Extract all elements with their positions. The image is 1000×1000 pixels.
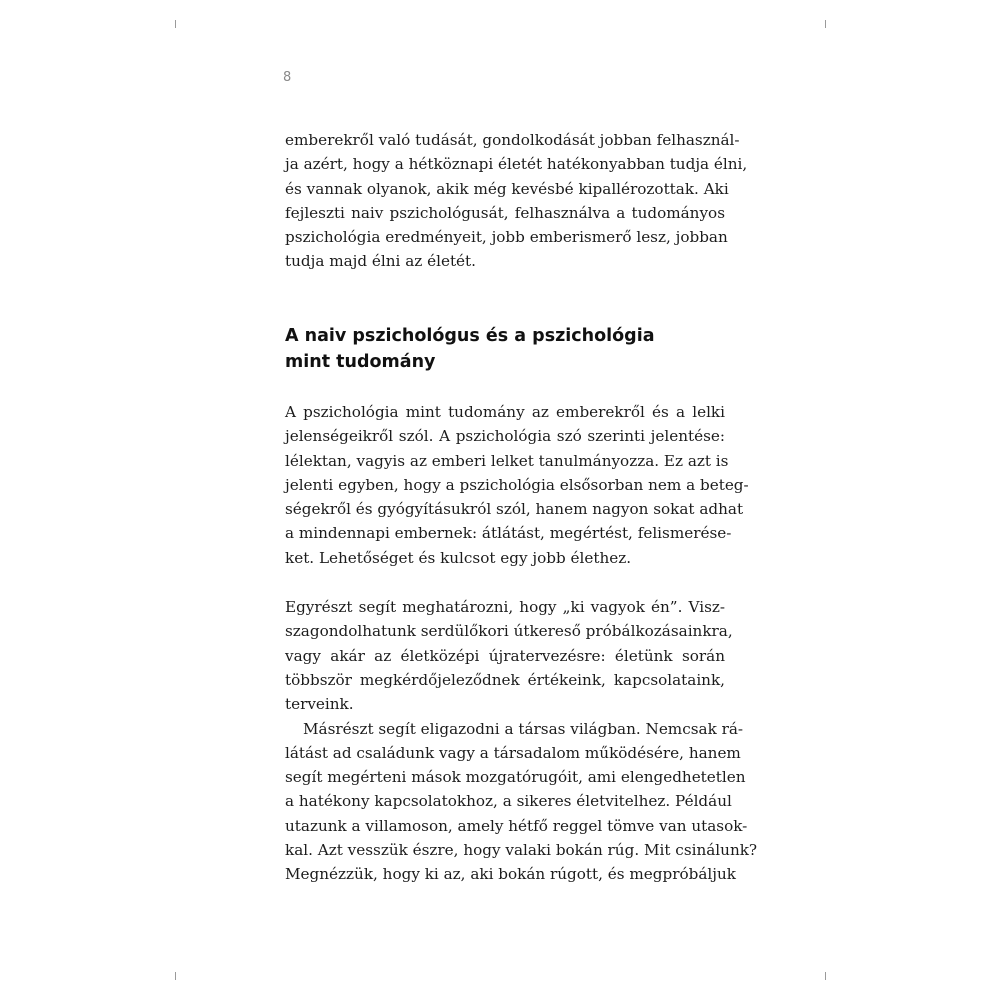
page-number: 8 xyxy=(283,70,292,85)
text-line: kal. Azt vesszük észre, hogy valaki bokán rúg. Mit csinálunk? xyxy=(285,840,758,859)
paragraph-2 xyxy=(285,595,733,716)
crop-mark-top-left xyxy=(175,20,176,28)
text-line: pszichológia eredményeit, jobb emberismerő lesz, jobban xyxy=(285,228,728,247)
crop-mark-top-right xyxy=(825,20,826,28)
text-line: látást ad családunk vagy a társadalom működésére, hanem xyxy=(285,743,741,762)
text-line: tudja majd élni az életét. xyxy=(285,252,476,271)
text-line: vagy akár az életközépi újratervezésre: életünk során xyxy=(285,646,725,665)
text-line: ségekről és gyógyításukról szól, hanem nagyon sokat adhat xyxy=(285,500,744,519)
text-line: utazunk a villamoson, amely hétfő reggel tömve van utasok- xyxy=(285,816,748,835)
text-line: Másrészt segít eligazodni a társas világban. Nemcsak rá- xyxy=(303,719,744,738)
text-line: és vannak olyanok, akik még kevésbé kipallérozottak. Aki xyxy=(285,179,729,198)
text-line: segít megérteni mások mozgatórugóit, ami elengedhetetlen xyxy=(285,768,746,787)
section-heading-line: A naiv pszichológus és a pszichológia xyxy=(285,326,655,346)
section-heading xyxy=(285,323,725,375)
text-line: fejleszti naiv pszichológusát, felhasználva a tudományos xyxy=(285,203,725,222)
section-heading-line: mint tudomány xyxy=(285,352,436,372)
text-line: Egyrészt segít meghatározni, hogy „ki vagyok én”. Visz- xyxy=(285,598,725,616)
text-line: a hatékony kapcsolatokhoz, a sikeres életvitelhez. Például xyxy=(285,792,732,811)
text-line: többször megkérdőjeleződnek értékeink, kapcsolataink, xyxy=(285,670,725,689)
text-line: emberekről való tudását, gondolkodását jobban felhasznál- xyxy=(285,131,740,149)
text-line: Megnézzük, hogy ki az, aki bokán rúgott, és megpróbáljuk xyxy=(285,865,736,884)
text-line: ja azért, hogy a hétköznapi életét hatékonyabban tudja élni, xyxy=(285,155,748,174)
text-line: lélektan, vagyis az emberi lelket tanulmányozza. Ez azt is xyxy=(285,451,729,470)
text-line: a mindennapi embernek: átlátást, megértést, felismerése- xyxy=(285,524,732,543)
text-line: terveink. xyxy=(285,695,354,714)
text-line: A pszichológia mint tudomány az emberekről és a lelki xyxy=(285,403,725,421)
text-line: jelenti egyben, hogy a pszichológia elsősorban nem a beteg- xyxy=(285,475,749,494)
paragraph-1 xyxy=(285,400,749,570)
text-line: jelenségeikről szól. A pszichológia szó szerinti jelentése: xyxy=(285,427,725,446)
paragraph-3 xyxy=(285,717,758,887)
crop-mark-bottom-right xyxy=(825,972,826,980)
text-line: ket. Lehetőséget és kulcsot egy jobb élethez. xyxy=(285,548,632,567)
crop-mark-bottom-left xyxy=(175,972,176,980)
intro-paragraph xyxy=(285,128,748,274)
text-line: szagondolhatunk serdülőkori útkereső próbálkozásainkra, xyxy=(285,622,733,641)
